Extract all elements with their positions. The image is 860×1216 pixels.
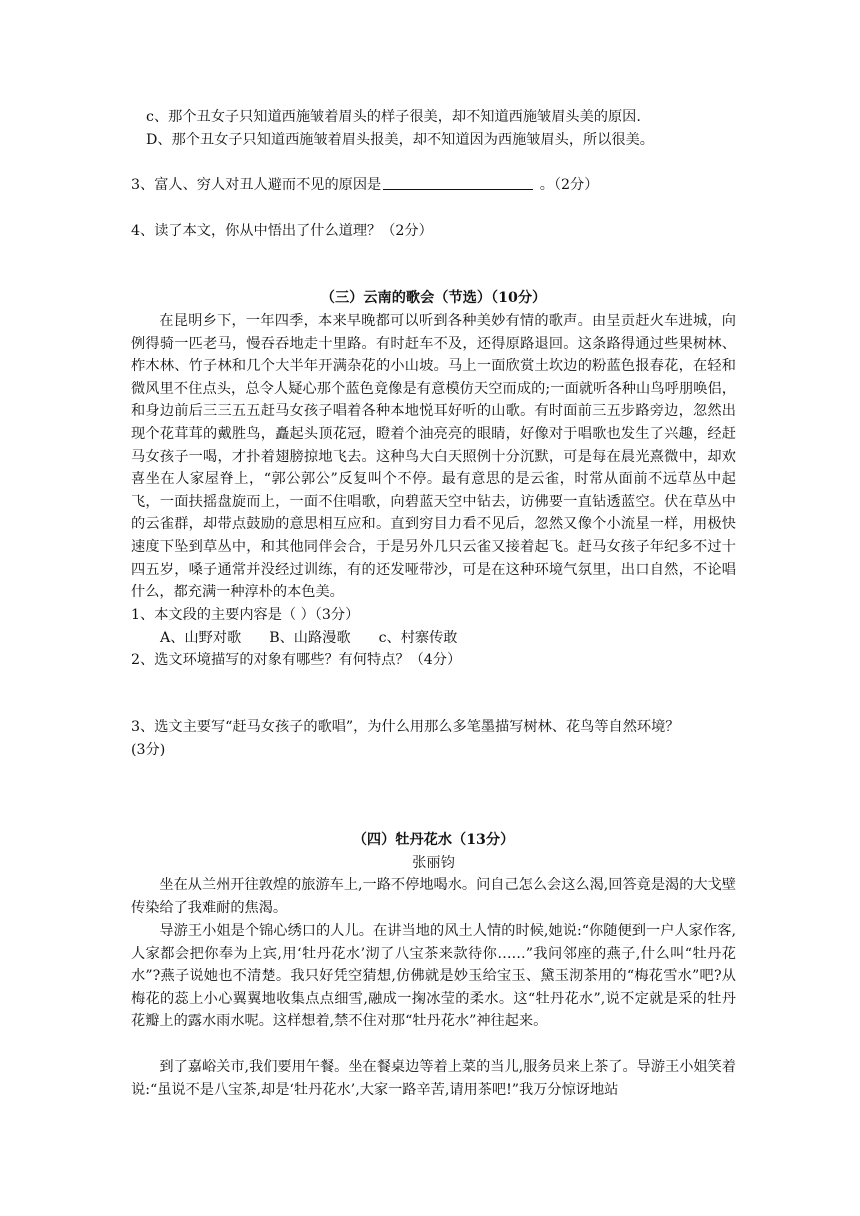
section-4-paragraph-3: 到了嘉峪关市,我们要用午餐。坐在餐桌边等着上菜的当儿,服务员来上茶了。导游王小姐笑着说:“虽说不是八宝茶,却是‘牡丹花水’,大家一路辛苦,请用茶吧!”我万分惊讶地站: [131, 1059, 736, 1098]
section-4-paragraph-1: 坐在从兰州开往敦煌的旅游车上,一路不停地喝水。问自己怎么会这么渴,回答竟是渴的大戈壁传染给了我难耐的焦渴。: [131, 877, 736, 916]
s3-question-2: 2、选文环境描写的对象有哪些？有何特点？（4分）: [131, 652, 462, 668]
option-b: B、山路漫歌: [269, 630, 351, 646]
s3-question-3-line2: (3分): [131, 742, 166, 758]
answer-blank[interactable]: [383, 175, 533, 190]
section-3-passage: 在昆明乡下，一年四季，本来早晚都可以听到各种美妙有情的歌声。由呈贡赶火车进城，向例得骑一匹老马，慢吞吞地走十里路。有时赶车不及，还得原路退回。这条路得通过些果树林、柞木林、竹子林和几个大半年开满杂花的小山坡。马上一面欣赏土坎边的粉蓝色报春花，在轻和微风里不住点头，总令人疑心那个蓝色竟像是有意模仿天空而成的;一面就听各种山鸟呼朋唤侣，和身边前后三三五五赶马女孩子唱着各种本地悦耳好听的山歌。有时面前三五步路旁边，忽然出现个花茸茸的戴胜鸟，矗起头顶花冠，瞪着个油亮亮的眼睛，好像对于唱歌也发生了兴趣，经赶马女孩子一喝，才扑着翅膀掠地飞去。这种鸟大白天照例十分沉默，可是每在晨光熹微中，却欢喜坐在人家屋脊上，“郭公郭公”反复叫个不停。最有意思的是云雀，时常从面前不远草丛中起飞，一面扶摇盘旋而上，一面不住唱歌，向碧蓝天空中钻去，访佛要一直钻透蓝空。伏在草丛中的云雀群，却带点鼓励的意思相互应和。直到穷目力看不见后，忽然又像个小流星一样，用极快速度下坠到草丛中，和其他同伴会合，于是另外几只云雀又接着起飞。赶马女孩子年纪多不过十四五岁，嗓子通常并没经过训练，有的还发哑带沙，可是在这种环境气氛里，出口自然，不论唱什么，都充满一种淳朴的本色美。: [131, 313, 736, 601]
option-c: c、那个丑女子只知道西施皱着眉头的样子很美，却不知道西施皱眉头美的原因.: [146, 109, 641, 125]
option-c-choice: c、村寨传敢: [378, 630, 458, 646]
s3-question-1-options: [160, 627, 457, 649]
section-4-author: 张丽钧: [412, 855, 455, 871]
question-3-text: 3、富人、穷人对丑人避而不见的原因是: [131, 177, 382, 193]
section-3-title: （三）云南的歌会（节选）（10分）: [320, 290, 547, 306]
s3-question-3-line1: 3、选文主要写“赶马女孩子的歌唱”，为什么用那么多笔墨描写树林、花鸟等自然环境？: [131, 719, 680, 735]
section-4-title: （四）牡丹花水（13分）: [352, 832, 515, 848]
question-4: 4、读了本文，你从中悟出了什么道理？（2分）: [131, 223, 433, 239]
section-4-paragraph-2: 导游王小姐是个锦心绣口的人儿。在讲当地的风土人情的时候,她说:“你随便到一户人家作客,人家都会把你奉为上宾,用‘牡丹花水’沏了八宝茶来款待你……”我问邻座的燕子,什么叫“牡丹花水”?燕子说她也不清楚。我只好凭空猜想,仿佛就是妙玉给宝玉、黛玉沏茶用的“梅花雪水”吧?从梅花的蕊上小心翼翼地收集点点细雪,融成一掬冰莹的柔水。这“牡丹花水”,说不定就是采的牡丹花瓣上的露水雨水呢。这样想着,禁不住对那“牡丹花水”神往起来。: [131, 923, 736, 1030]
s3-question-1: 1、本文段的主要内容是（ ）（3分）: [131, 607, 360, 623]
option-a: A、山野对歌: [160, 630, 242, 646]
option-d: D、那个丑女子只知道西施皱着眉头报美，却不知道因为西施皱眉头，所以很美。: [146, 132, 654, 148]
question-3-score: 。（2分）: [535, 177, 599, 193]
question-3: [131, 174, 598, 196]
